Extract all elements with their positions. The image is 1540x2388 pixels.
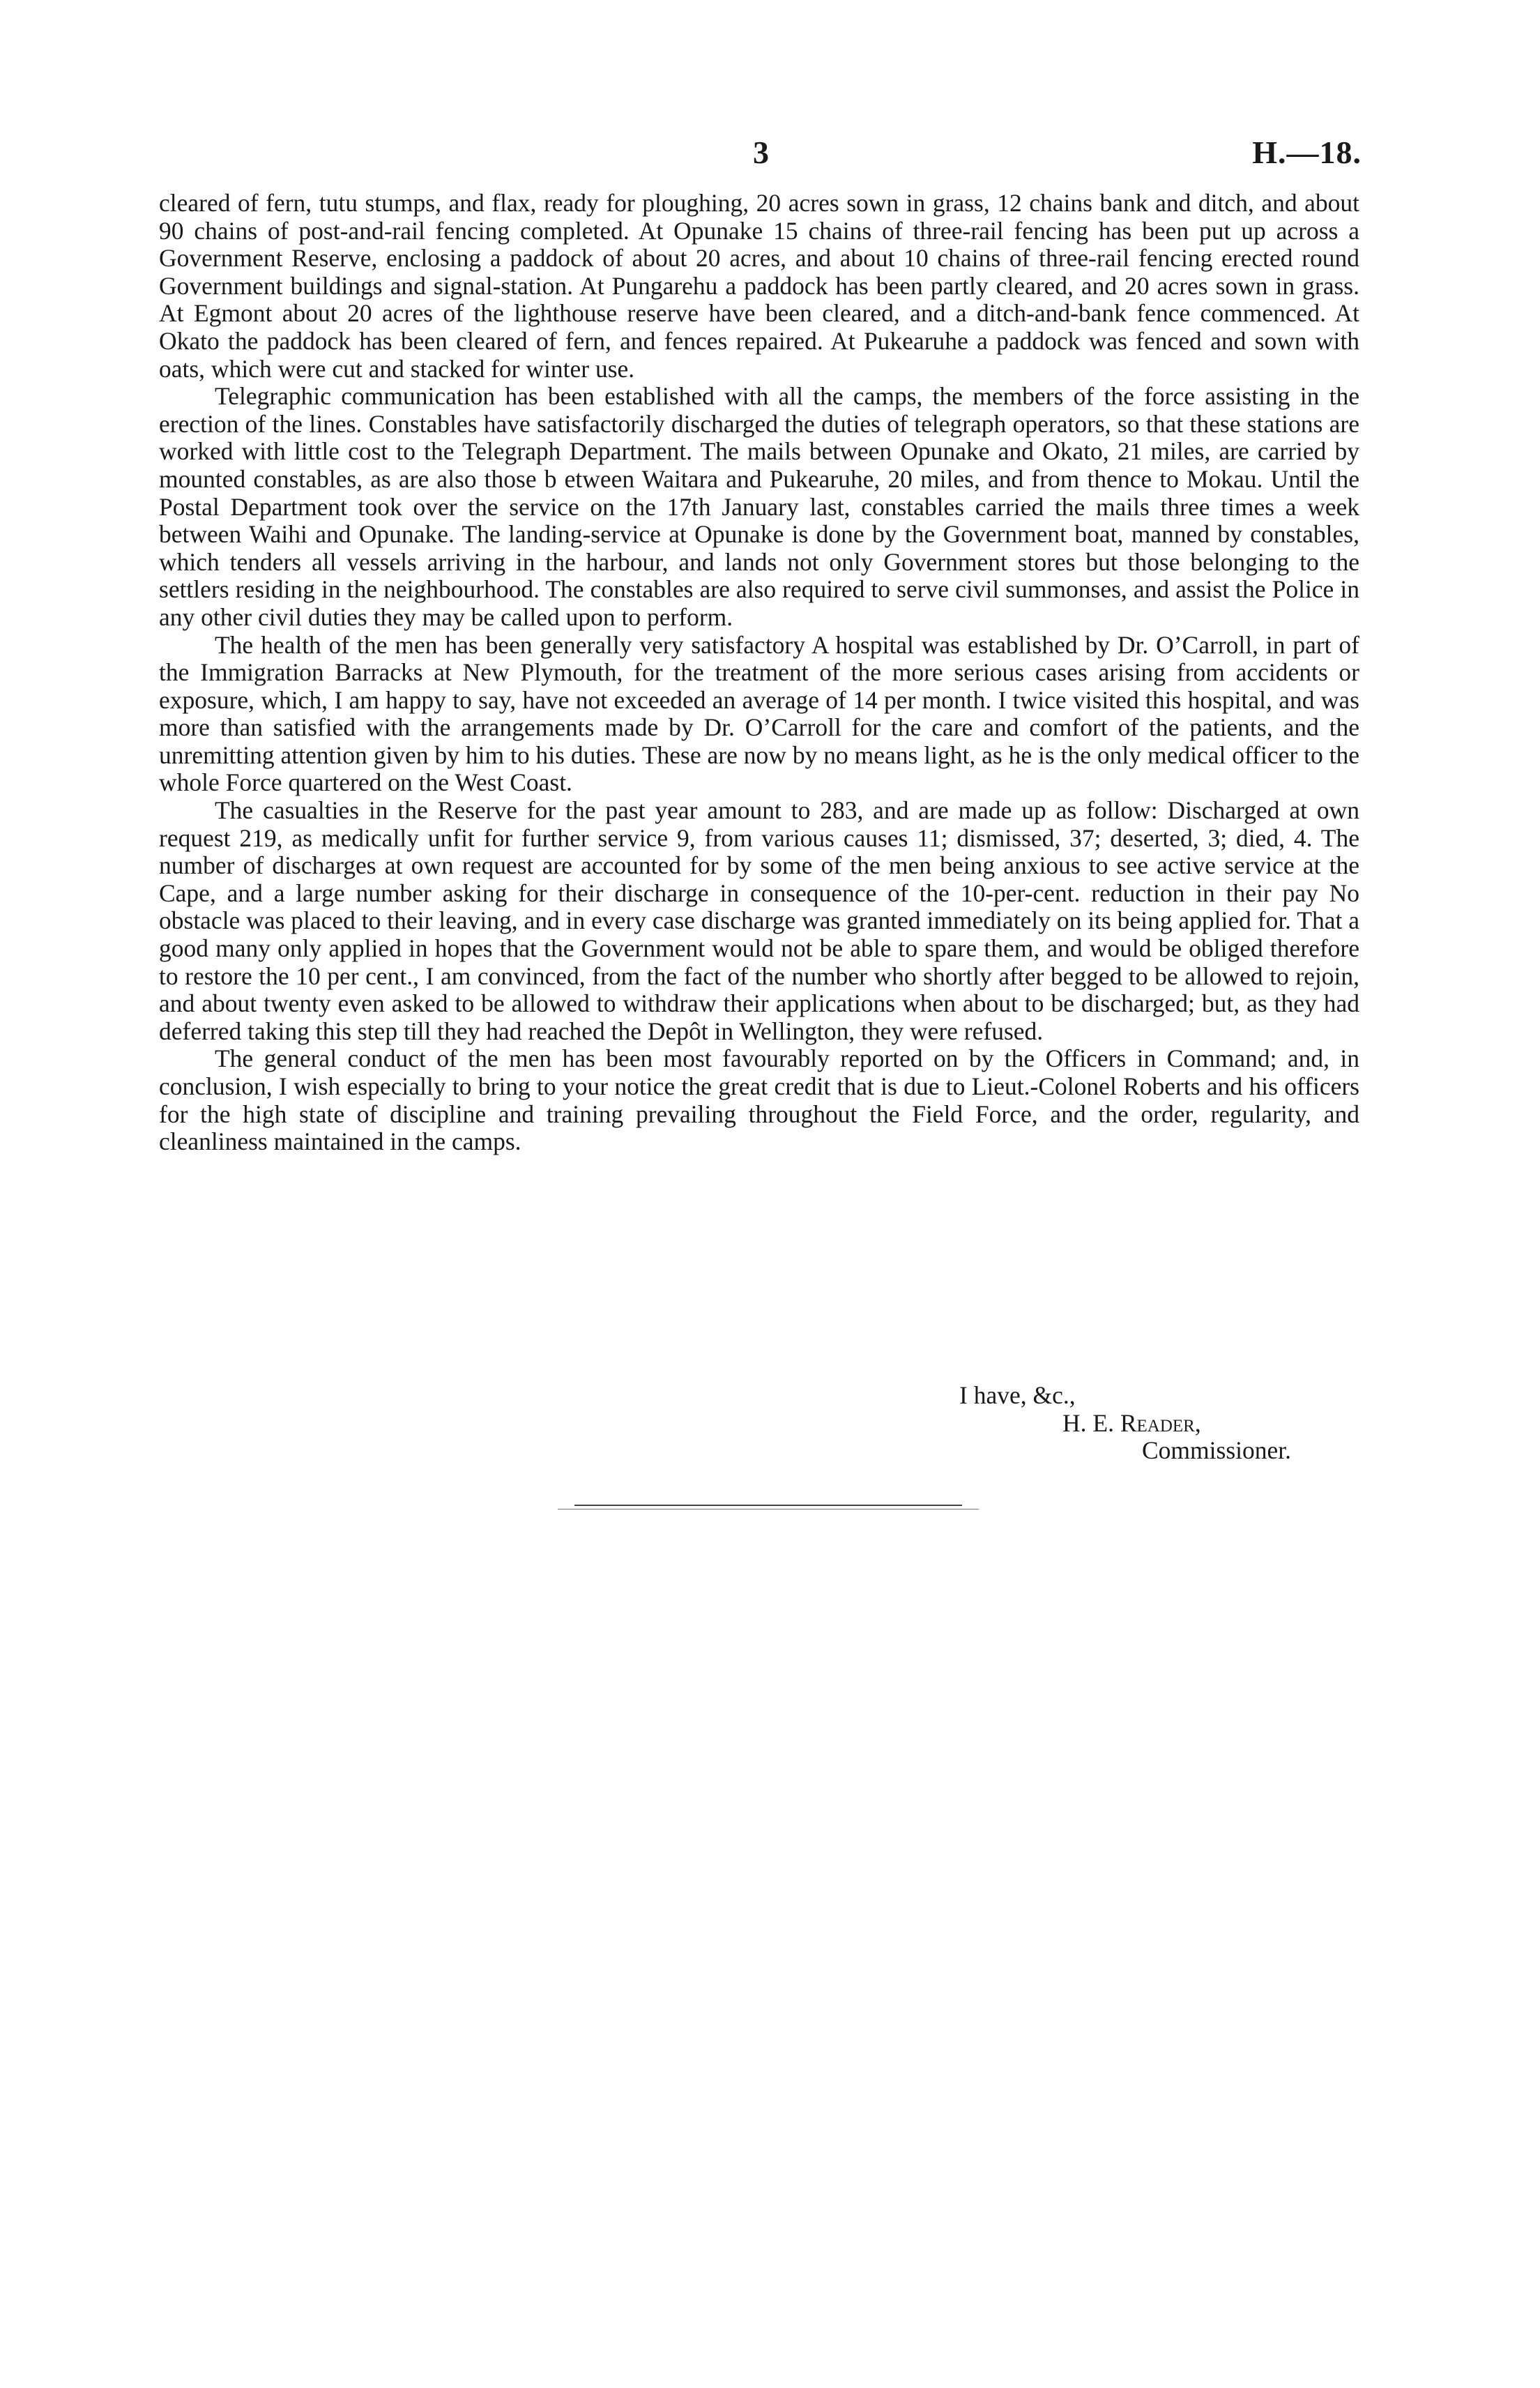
signatory-title: Commissioner. — [1142, 1436, 1292, 1465]
document-code: H.—18. — [1252, 135, 1362, 170]
paragraph: The general conduct of the men has been most favourably reported on by the Officers in Command; and, in conclusion, I wish especially to bring to your notice the great credit that is due to Lieut.-Colonel Roberts and his officers for the high state of discipline and training prevailing throughout the Field Force, and the order, regularity, and cleanliness maintained in the camps. — [159, 1044, 1359, 1156]
paragraph: The casualties in the Reserve for the past year amount to 283, and are made up as follow: Discharged at own request 219, as medically unfit for further service 9, from various causes 11; dismissed, 37; deserted, 3; died, 4. The number of discharges at own request are accounted for by some of the men being anxious to see active service at the Cape, and a large number asking for their discharge in consequence of the 10-per-cent. reduction in their pay No obstacle was placed to their leaving, and in every case discharge was granted immediately on its being applied for. That a good many only applied in hopes that the Government would not be able to spare them, and would be obliged therefore to restore the 10 per cent., I am convinced, from the fact of the number who shortly after begged to be allowed to rejoin, and about twenty even asked to be allowed to withdraw their applications when about to be discharged; but, as they had deferred taking this step till they had reached the Depôt in Wellington, they were refused. — [159, 796, 1359, 1045]
end-rule — [574, 1505, 962, 1506]
closing-salutation: I have, &c., — [959, 1381, 1076, 1409]
paragraph: Telegraphic communication has been established with all the camps, the members of the force assisting in the erection of the lines. Constables have satisfactorily discharged the duties of telegraph operators, so that these stations are worked with little cost to the Telegraph Department. The mails between Opunake and Okato, 21 miles, are carried by mounted constables, as are also those b etween Waitara and Pukearuhe, 20 miles, and from thence to Mokau. Until the Postal Department took over the service on the 17th January last, constables carried the mails three times a week between Waihi and Opunake. The landing-service at Opunake is done by the Government boat, manned by constables, which tenders all vessels arriving in the harbour, and lands not only Government stores but those belonging to the settlers residing in the neighbourhood. The constables are also required to serve civil summonses, and assist the Police in any other civil duties they may be called upon to perform. — [159, 382, 1359, 631]
paragraph: cleared of fern, tutu stumps, and flax, ready for ploughing, 20 acres sown in grass, 12 chains bank and ditch, and about 90 chains of post-and-rail fencing completed. At Opunake 15 chains of three-rail fencing has been put up across a Government Reserve, enclosing a paddock of about 20 acres, and about 10 chains of three-rail fencing erected round Government buildings and signal-station. At Pungarehu a paddock has been partly cleared, and 20 acres sown in grass. At Egmont about 20 acres of the lighthouse reserve have been cleared, and a ditch-and-bank fence commenced. At Okato the paddock has been cleared of fern, and fences repaired. At Pukearuhe a paddock was fenced and sown with oats, which were cut and stacked for winter use. — [159, 189, 1359, 383]
page-number: 3 — [753, 135, 770, 170]
body-text — [159, 190, 1359, 1156]
paragraph: The health of the men has been generally very satisfactory A hospital was established by Dr. O’Carroll, in part of the Immigration Barracks at New Plymouth, for the treatment of the more serious cases arising from accidents or exposure, which, I am happy to say, have not exceeded an average of 14 per month. I twice visited this hospital, and was more than satisfied with the arrangements made by Dr. O’Carroll for the care and comfort of the patients, and the unremitting attention given by him to his duties. These are now by no means light, as he is the only medical officer to the whole Force quartered on the West Coast. — [159, 630, 1359, 797]
signatory-name: H. E. Reader, — [1062, 1408, 1201, 1437]
closing-block — [159, 1382, 1359, 1465]
